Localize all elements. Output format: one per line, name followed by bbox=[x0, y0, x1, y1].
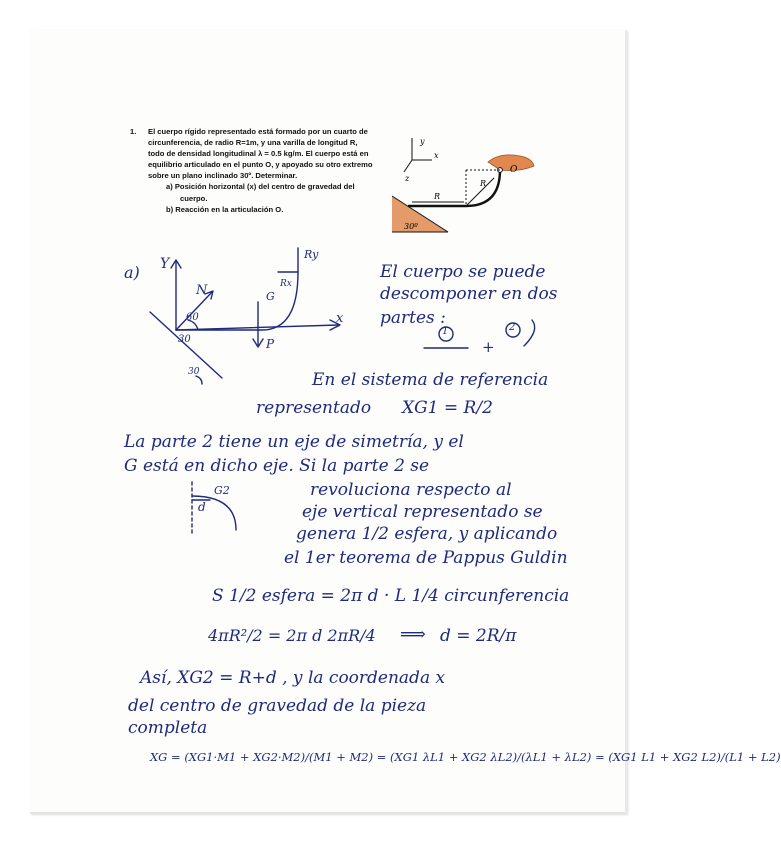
part2-arc bbox=[524, 320, 535, 346]
figure-label-y: y bbox=[420, 137, 425, 146]
note-final: XG = (XG1·M1 + XG2·M2)/(M1 + M2) = (XG1 λL1 + XG2 λL2)/(λL1 + λL2) = (XG1 L1 + XG2 L2)/(L1 + L2) bbox=[150, 750, 781, 764]
sketch-label-P: P bbox=[266, 337, 275, 351]
note-asi2: del centro de gravedad de la pieza bbox=[128, 696, 427, 716]
note-pappus: S 1/2 esfera = 2π d · L 1/4 circunferencia bbox=[212, 586, 570, 606]
sketch-part-label: a) bbox=[124, 263, 140, 282]
sketch-axis-x bbox=[176, 325, 338, 330]
sketch-angle-arc bbox=[196, 376, 202, 384]
figure-label-R-rod: R bbox=[434, 192, 441, 201]
note-plus: + bbox=[482, 338, 495, 356]
note-sym1: La parte 2 tiene un eje de simetría, y el bbox=[124, 432, 464, 452]
note-ref2: representado bbox=[256, 398, 372, 418]
sketch-label-G: G bbox=[266, 290, 275, 303]
sketch-label-30: 30 bbox=[178, 334, 191, 345]
rigid-body bbox=[408, 170, 500, 206]
figure-label-O: O bbox=[510, 165, 518, 175]
note-ref1: En el sistema de referencia bbox=[312, 370, 549, 390]
note-sym4: eje vertical representado se bbox=[302, 502, 543, 522]
sketch-label-60: 60 bbox=[186, 312, 199, 323]
note-small-d: d bbox=[198, 500, 206, 514]
note-d-result: d = 2R/π bbox=[440, 626, 517, 646]
sketch-label-Ry: Ry bbox=[304, 248, 319, 261]
note-part2: 2 bbox=[509, 322, 516, 333]
note-pappus-lhs: 4πR²/2 = 2π d 2πR/4 bbox=[208, 626, 376, 645]
sketch-label-N: N bbox=[196, 283, 208, 298]
figure-label-z: z bbox=[405, 174, 410, 183]
figure-label-angle: 30º bbox=[404, 222, 418, 231]
note-sym5: genera 1/2 esfera, y aplicando bbox=[296, 524, 558, 544]
problem-item-b: b) Reacción en la articulación O. bbox=[166, 204, 284, 214]
figure-axis-z bbox=[404, 160, 412, 172]
note-asi1: Así, XG2 = R+d , y la coordenada x bbox=[140, 668, 446, 688]
note-line1: El cuerpo se puede bbox=[380, 262, 546, 282]
note-sym3: revoluciona respecto al bbox=[310, 480, 512, 500]
sketch-label-30-plane: 30 bbox=[188, 367, 200, 377]
note-part1: 1 bbox=[442, 326, 449, 337]
problem-item-a: a) Posición horizontal (x) del centro de gravedad del cuerpo. bbox=[166, 182, 355, 203]
sketch-label-x: x bbox=[336, 311, 344, 326]
fbd-sketch bbox=[150, 248, 340, 384]
note-line2: descomponer en dos bbox=[380, 284, 558, 304]
note-small-G2: G2 bbox=[214, 484, 230, 497]
note-sym2: G está en dicho eje. Si la parte 2 se bbox=[124, 456, 430, 476]
problem-number: 1. bbox=[130, 127, 137, 136]
sketch-label-Rx: Rx bbox=[280, 279, 292, 289]
figure-label-R-radius: R bbox=[480, 179, 487, 188]
note-line3: partes : bbox=[380, 308, 446, 328]
sketch-label-Y: Y bbox=[160, 256, 170, 272]
note-xg1: XG1 = R/2 bbox=[402, 398, 493, 418]
figure-label-x: x bbox=[434, 151, 439, 160]
note-sym6: el 1er teorema de Pappus Guldin bbox=[284, 548, 568, 568]
note-implies: ⟹ bbox=[400, 624, 426, 645]
note-asi3: completa bbox=[128, 718, 208, 738]
problem-text: El cuerpo rígido representado está formado por un cuarto de circunferencia, de radio R=1m, y una varilla de longitud R, todo de densidad longitudinal λ = 0.5 kg/m. El cuerpo está en equilibrio articulado en el punto O, y apoyado su otro extremo sobre un plano inclinado 30º. Determinar. bbox=[148, 127, 373, 181]
